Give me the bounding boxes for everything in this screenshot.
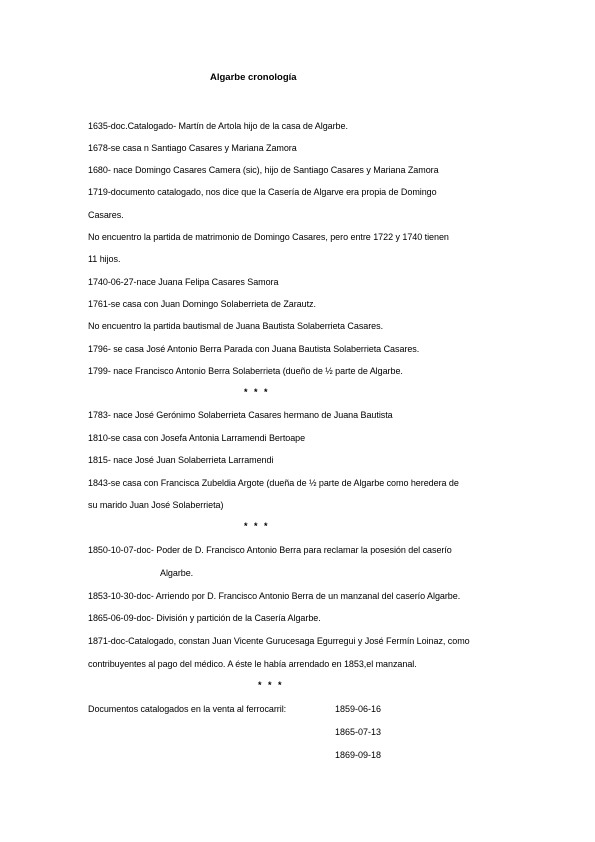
entry-1850: 1850-10-07-doc- Poder de D. Francisco Antonio Berra para reclamar la posesión del caserío (88, 545, 452, 555)
entry-1678: 1678-se casa n Santiago Casares y Mariana Zamora (88, 143, 297, 153)
page-title: Algarbe cronología (210, 72, 297, 83)
entry-1871: 1871-doc-Catalogado, constan Juan Vicente Gurucesaga Egurregui y José Fermín Loinaz, como (88, 636, 470, 646)
sale-date: 1859-06-16 (335, 704, 382, 714)
section-separator: * * * (244, 521, 270, 531)
entry-1810: 1810-se casa con Josefa Antonia Larramendi Bertoape (88, 433, 306, 443)
entry-1850-cont: Algarbe. (160, 568, 194, 578)
entry-matrimonio-cont: 11 hijos. (88, 254, 121, 264)
entry-1796: 1796- se casa José Antonio Berra Parada con Juana Bautista Solaberrieta Casares. (88, 344, 420, 354)
entry-1843: 1843-se casa con Francisca Zubeldia Argote (dueña de ½ parte de Algarbe como heredera de (88, 478, 459, 488)
entry-1680: 1680- nace Domingo Casares Camera (sic), hijo de Santiago Casares y Mariana Zamora (88, 165, 439, 175)
entry-1740: 1740-06-27-nace Juana Felipa Casares Samora (88, 277, 279, 287)
entry-1865: 1865-06-09-doc- División y partición de la Casería Algarbe. (88, 613, 321, 623)
section-separator: * * * (244, 387, 270, 397)
entry-bautismal: No encuentro la partida bautismal de Juana Bautista Solaberrieta Casares. (88, 321, 384, 331)
entry-1799: 1799- nace Francisco Antonio Berra Solaberrieta (dueño de ½ parte de Algarbe. (88, 366, 403, 376)
sale-date: 1865-07-13 (335, 727, 382, 737)
sale-date: 1869-09-18 (335, 750, 382, 760)
entry-1761: 1761-se casa con Juan Domingo Solaberrieta de Zarautz. (88, 299, 316, 309)
entry-1815: 1815- nace José Juan Solaberrieta Larramendi (88, 455, 274, 465)
entry-1719: 1719-documento catalogado, nos dice que la Casería de Algarve era propia de Domingo (88, 187, 437, 197)
entry-1843-cont: su marido Juan José Solaberrieta) (88, 500, 224, 510)
entry-documentos-venta: Documentos catalogados en la venta al ferrocarril: (88, 704, 287, 714)
entry-1783: 1783- nace José Gerónimo Solaberrieta Casares hermano de Juana Bautista (88, 410, 393, 420)
entry-matrimonio: No encuentro la partida de matrimonio de Domingo Casares, pero entre 1722 y 1740 tienen (88, 232, 449, 242)
entry-1871-cont: contribuyentes al pago del médico. A éste le había arrendado en 1853,el manzanal. (88, 659, 417, 669)
entry-1719-cont: Casares. (88, 210, 124, 220)
entry-1853: 1853-10-30-doc- Arriendo por D. Francisco Antonio Berra de un manzanal del caserío Algarbe. (88, 591, 461, 601)
section-separator: * * * (258, 680, 284, 690)
entry-1635: 1635-doc.Catalogado- Martín de Artola hijo de la casa de Algarbe. (88, 121, 348, 131)
